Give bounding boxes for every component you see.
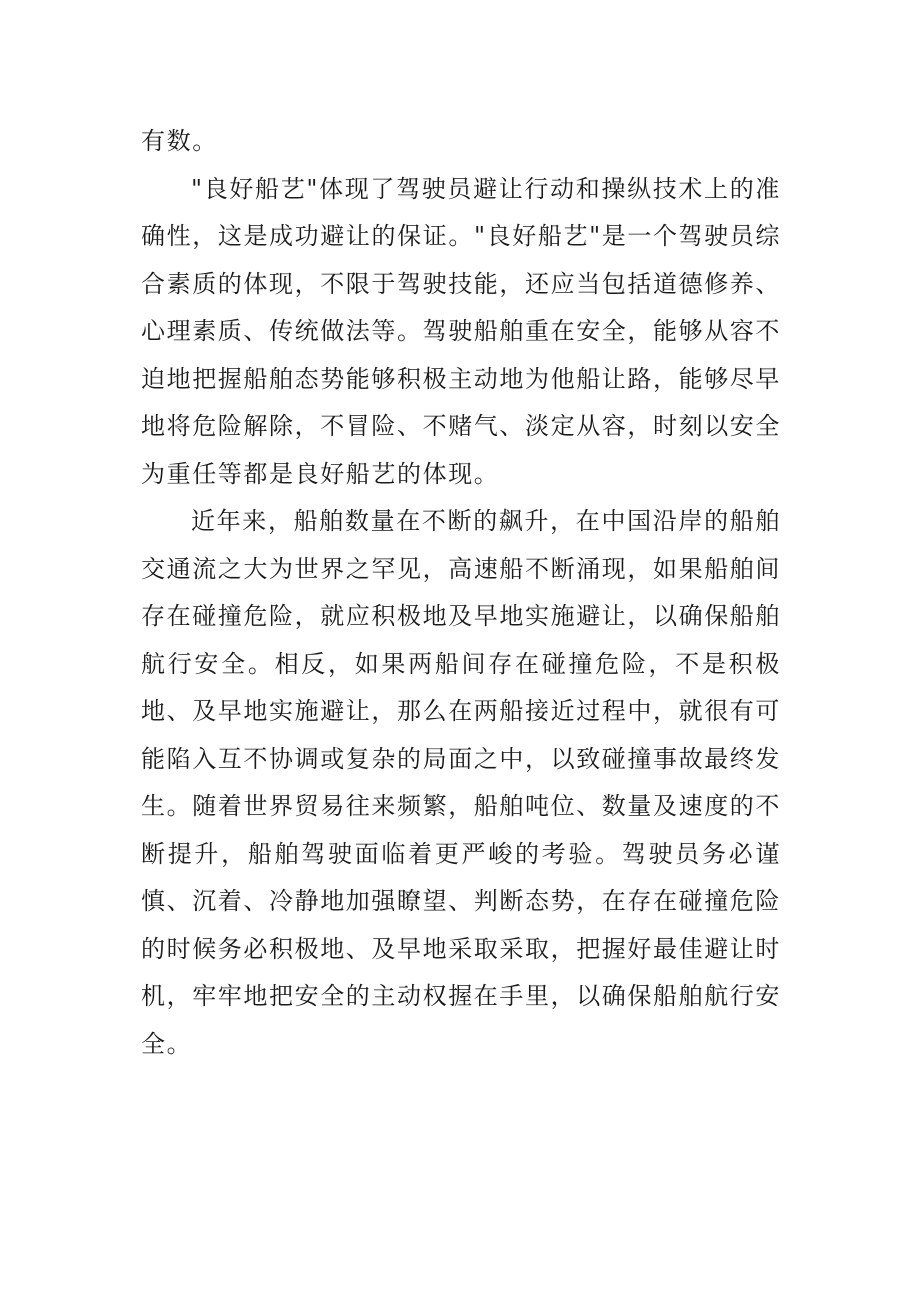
document-body [141,118,781,1068]
paragraph-collision-avoidance: 近年来，船舶数量在不断的飙升，在中国沿岸的船舶交通流之大为世界之罕见，高速船不断涌现，如果船舶间存在碰撞危险，就应积极地及早地实施避让，以确保船舶航行安全。相反，如果两船间存在碰撞危险，不是积极地、及早地实施避让，那么在两船接近过程中，就很有可能陷入互不协调或复杂的局面之中，以致碰撞事故最终发生。随着世界贸易往来频繁，船舶吨位、数量及速度的不断提升，船舶驾驶面临着更严峻的考验。驾驶员务必谨慎、沉着、冷静地加强瞭望、判断态势，在存在碰撞危险的时候务必积极地、及早地采取采取，把握好最佳避让时机，牢牢地把安全的主动权握在手里，以确保船舶航行安全。 [141,507,781,1058]
paragraph-good-seamanship: "良好船艺"体现了驾驶员避让行动和操纵技术上的准确性，这是成功避让的保证。"良好船艺"是一个驾驶员综合素质的体现，不限于驾驶技能，还应当包括道德修养、心理素质、传统做法等。驾驶船舶重在安全，能够从容不迫地把握船舶态势能够积极主动地为他船让路，能够尽早地将危险解除，不冒险、不赌气、淡定从容，时刻以安全为重任等都是良好船艺的体现。 [141,174,781,488]
paragraph-continuation: 有数。 [141,127,218,155]
